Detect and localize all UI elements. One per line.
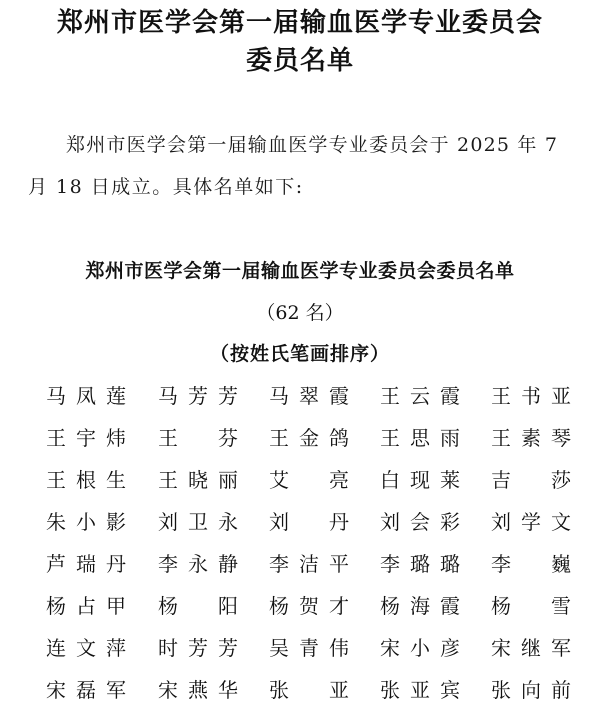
member-name: 刘丹 xyxy=(269,510,349,534)
member-name: 宋继军 xyxy=(491,636,571,660)
roster-row xyxy=(0,417,600,459)
member-name: 王宇炜 xyxy=(46,426,126,450)
member-name: 杨阳 xyxy=(158,594,238,618)
member-name: 刘会彩 xyxy=(380,510,460,534)
member-name: 李洁平 xyxy=(269,552,349,576)
member-name: 吴青伟 xyxy=(269,636,349,660)
member-name: 连文萍 xyxy=(46,636,126,660)
roster-row xyxy=(0,501,600,543)
member-name: 时芳芳 xyxy=(158,636,238,660)
member-name: 艾亮 xyxy=(269,468,349,492)
intro-paragraph-line-1: 郑州市医学会第一届输血医学专业委员会于 2025 年 7 xyxy=(66,134,559,156)
member-name: 王书亚 xyxy=(491,384,571,408)
member-name: 马凤莲 xyxy=(46,384,126,408)
document-title-line-2: 委员名单 xyxy=(245,46,354,76)
member-name: 杨雪 xyxy=(491,594,571,618)
member-name: 吉莎 xyxy=(491,468,571,492)
roster-row xyxy=(0,375,600,417)
member-name: 宋小彦 xyxy=(380,636,460,660)
roster-row xyxy=(0,669,600,711)
member-name: 宋磊军 xyxy=(46,678,126,702)
member-name: 王芬 xyxy=(158,426,238,450)
member-name: 白现莱 xyxy=(380,468,460,492)
intro-paragraph-line-2: 月 18 日成立。具体名单如下: xyxy=(28,176,304,198)
member-name: 李永静 xyxy=(158,552,238,576)
member-name: 杨贺才 xyxy=(269,594,349,618)
member-name: 王云霞 xyxy=(380,384,460,408)
member-name: 张亚宾 xyxy=(380,678,460,702)
sort-order-note: （按姓氏笔画排序） xyxy=(209,343,390,365)
member-name: 朱小影 xyxy=(46,510,126,534)
roster-row xyxy=(0,585,600,627)
member-name: 刘卫永 xyxy=(158,510,238,534)
member-name: 芦瑞丹 xyxy=(46,552,126,576)
member-name: 张向前 xyxy=(491,678,571,702)
member-name: 刘学文 xyxy=(491,510,571,534)
roster-row xyxy=(0,627,600,669)
member-name: 张亚 xyxy=(269,678,349,702)
member-name: 杨海霞 xyxy=(380,594,460,618)
member-name: 王根生 xyxy=(46,468,126,492)
member-name: 王晓丽 xyxy=(158,468,238,492)
member-name: 王金鸽 xyxy=(269,426,349,450)
member-name: 宋燕华 xyxy=(158,678,238,702)
member-name: 马芳芳 xyxy=(158,384,238,408)
member-name: 杨占甲 xyxy=(46,594,126,618)
roster-row xyxy=(0,543,600,585)
member-name: 李璐璐 xyxy=(380,552,460,576)
member-count: （62 名） xyxy=(256,302,344,324)
member-name: 马翠霞 xyxy=(269,384,349,408)
member-name: 王思雨 xyxy=(380,426,460,450)
member-name: 李巍 xyxy=(491,552,571,576)
roster-row xyxy=(0,459,600,501)
member-name: 王素琴 xyxy=(491,426,571,450)
document-title-line-1: 郑州市医学会第一届输血医学专业委员会 xyxy=(56,8,543,38)
member-list-heading: 郑州市医学会第一届输血医学专业委员会委员名单 xyxy=(85,260,515,282)
